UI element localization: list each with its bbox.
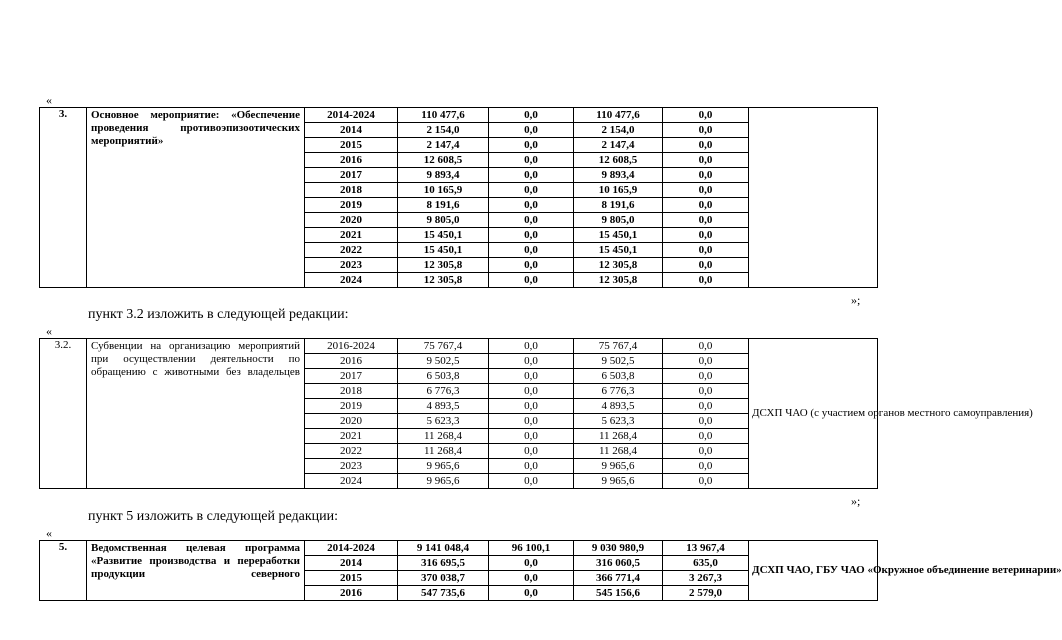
opening-quote: « xyxy=(46,93,52,107)
period-cell: 2022 xyxy=(305,243,398,258)
district-budget-cell: 9 965,6 xyxy=(574,474,663,489)
section-3-body xyxy=(40,108,878,288)
district-budget-cell: 15 450,1 xyxy=(574,243,663,258)
total-cell: 9 965,6 xyxy=(398,474,489,489)
district-budget-cell: 110 477,6 xyxy=(574,108,663,123)
federal-budget-cell: 0,0 xyxy=(489,183,574,198)
federal-budget-cell: 0,0 xyxy=(489,459,574,474)
federal-budget-cell: 0,0 xyxy=(489,213,574,228)
other-sources-cell: 0,0 xyxy=(663,168,749,183)
other-sources-cell: 0,0 xyxy=(663,138,749,153)
federal-budget-cell: 0,0 xyxy=(489,571,574,586)
total-cell: 6 503,8 xyxy=(398,369,489,384)
total-cell: 10 165,9 xyxy=(398,183,489,198)
district-budget-cell: 11 268,4 xyxy=(574,429,663,444)
district-budget-cell: 9 502,5 xyxy=(574,354,663,369)
instruction-3-2: пункт 3.2 изложить в следующей редакции: xyxy=(88,307,349,322)
total-cell: 370 038,7 xyxy=(398,571,489,586)
responsible-executor xyxy=(749,108,878,288)
federal-budget-cell: 0,0 xyxy=(489,243,574,258)
section-3-2-body xyxy=(40,339,1033,489)
total-cell: 12 305,8 xyxy=(398,258,489,273)
other-sources-cell: 0,0 xyxy=(663,183,749,198)
item-number: 5. xyxy=(40,541,87,601)
period-cell: 2017 xyxy=(305,369,398,384)
federal-budget-cell: 0,0 xyxy=(489,474,574,489)
period-cell: 2014-2024 xyxy=(305,108,398,123)
district-budget-cell: 15 450,1 xyxy=(574,228,663,243)
other-sources-cell: 0,0 xyxy=(663,384,749,399)
other-sources-cell: 0,0 xyxy=(663,339,749,354)
period-cell: 2024 xyxy=(305,273,398,288)
other-sources-cell: 0,0 xyxy=(663,108,749,123)
total-cell: 8 191,6 xyxy=(398,198,489,213)
total-cell: 316 695,5 xyxy=(398,556,489,571)
other-sources-cell: 2 579,0 xyxy=(663,586,749,601)
total-cell: 6 776,3 xyxy=(398,384,489,399)
item-description: Субвенции на организацию мероприятий при осуществлении деятельности по обращению с животными без владельцев xyxy=(87,339,305,489)
total-cell: 5 623,3 xyxy=(398,414,489,429)
period-cell: 2023 xyxy=(305,258,398,273)
section-3-2-table xyxy=(39,338,1033,489)
period-cell: 2014 xyxy=(305,123,398,138)
instruction-5: пункт 5 изложить в следующей редакции: xyxy=(88,509,338,524)
total-cell: 547 735,6 xyxy=(398,586,489,601)
item-number: 3.2. xyxy=(40,339,87,489)
period-cell: 2016 xyxy=(305,586,398,601)
federal-budget-cell: 0,0 xyxy=(489,228,574,243)
closing-quote: »; xyxy=(851,494,861,508)
district-budget-cell: 12 305,8 xyxy=(574,258,663,273)
item-number: 3. xyxy=(40,108,87,288)
other-sources-cell: 635,0 xyxy=(663,556,749,571)
total-cell: 9 805,0 xyxy=(398,213,489,228)
federal-budget-cell: 0,0 xyxy=(489,273,574,288)
section-5-table xyxy=(39,540,1062,601)
district-budget-cell: 2 147,4 xyxy=(574,138,663,153)
total-cell: 9 893,4 xyxy=(398,168,489,183)
item-description: Основное мероприятие: «Обеспечение проведения противоэпизоотических мероприятий» xyxy=(87,108,305,288)
period-cell: 2021 xyxy=(305,228,398,243)
other-sources-cell: 0,0 xyxy=(663,429,749,444)
federal-budget-cell: 0,0 xyxy=(489,153,574,168)
other-sources-cell: 0,0 xyxy=(663,474,749,489)
total-cell: 9 502,5 xyxy=(398,354,489,369)
total-cell: 12 305,8 xyxy=(398,273,489,288)
federal-budget-cell: 0,0 xyxy=(489,414,574,429)
period-cell: 2019 xyxy=(305,198,398,213)
total-cell: 2 147,4 xyxy=(398,138,489,153)
federal-budget-cell: 0,0 xyxy=(489,586,574,601)
district-budget-cell: 6 776,3 xyxy=(574,384,663,399)
federal-budget-cell: 0,0 xyxy=(489,384,574,399)
district-budget-cell: 545 156,6 xyxy=(574,586,663,601)
federal-budget-cell: 0,0 xyxy=(489,399,574,414)
other-sources-cell: 0,0 xyxy=(663,399,749,414)
other-sources-cell: 0,0 xyxy=(663,258,749,273)
other-sources-cell: 0,0 xyxy=(663,228,749,243)
item-description: Ведомственная целевая программа «Развитие производства и переработки продукции северного xyxy=(87,541,305,601)
district-budget-cell: 5 623,3 xyxy=(574,414,663,429)
total-cell: 110 477,6 xyxy=(398,108,489,123)
responsible-executor: ДСХП ЧАО (с участием органов местного самоуправления) xyxy=(749,339,878,489)
period-cell: 2018 xyxy=(305,183,398,198)
other-sources-cell: 0,0 xyxy=(663,213,749,228)
federal-budget-cell: 0,0 xyxy=(489,339,574,354)
district-budget-cell: 9 030 980,9 xyxy=(574,541,663,556)
district-budget-cell: 75 767,4 xyxy=(574,339,663,354)
federal-budget-cell: 0,0 xyxy=(489,556,574,571)
period-cell: 2019 xyxy=(305,399,398,414)
period-cell: 2020 xyxy=(305,213,398,228)
period-cell: 2023 xyxy=(305,459,398,474)
district-budget-cell: 4 893,5 xyxy=(574,399,663,414)
period-cell: 2024 xyxy=(305,474,398,489)
total-cell: 15 450,1 xyxy=(398,228,489,243)
district-budget-cell: 2 154,0 xyxy=(574,123,663,138)
total-cell: 12 608,5 xyxy=(398,153,489,168)
district-budget-cell: 9 893,4 xyxy=(574,168,663,183)
period-cell: 2017 xyxy=(305,168,398,183)
federal-budget-cell: 0,0 xyxy=(489,429,574,444)
district-budget-cell: 9 805,0 xyxy=(574,213,663,228)
other-sources-cell: 0,0 xyxy=(663,369,749,384)
period-cell: 2016 xyxy=(305,354,398,369)
total-cell: 2 154,0 xyxy=(398,123,489,138)
other-sources-cell: 0,0 xyxy=(663,243,749,258)
total-cell: 75 767,4 xyxy=(398,339,489,354)
district-budget-cell: 6 503,8 xyxy=(574,369,663,384)
period-cell: 2016-2024 xyxy=(305,339,398,354)
opening-quote: « xyxy=(46,526,52,540)
total-cell: 9 965,6 xyxy=(398,459,489,474)
period-cell: 2014-2024 xyxy=(305,541,398,556)
district-budget-cell: 316 060,5 xyxy=(574,556,663,571)
federal-budget-cell: 0,0 xyxy=(489,108,574,123)
total-cell: 9 141 048,4 xyxy=(398,541,489,556)
table-row xyxy=(40,108,878,123)
district-budget-cell: 9 965,6 xyxy=(574,459,663,474)
period-cell: 2021 xyxy=(305,429,398,444)
other-sources-cell: 0,0 xyxy=(663,459,749,474)
federal-budget-cell: 0,0 xyxy=(489,198,574,213)
other-sources-cell: 0,0 xyxy=(663,153,749,168)
federal-budget-cell: 0,0 xyxy=(489,258,574,273)
district-budget-cell: 8 191,6 xyxy=(574,198,663,213)
federal-budget-cell: 0,0 xyxy=(489,444,574,459)
responsible-executor: ДСХП ЧАО, ГБУ ЧАО «Окружное объединение ветеринарии» xyxy=(749,541,878,601)
period-cell: 2018 xyxy=(305,384,398,399)
other-sources-cell: 0,0 xyxy=(663,354,749,369)
district-budget-cell: 12 305,8 xyxy=(574,273,663,288)
other-sources-cell: 13 967,4 xyxy=(663,541,749,556)
period-cell: 2022 xyxy=(305,444,398,459)
federal-budget-cell: 0,0 xyxy=(489,138,574,153)
district-budget-cell: 11 268,4 xyxy=(574,444,663,459)
federal-budget-cell: 0,0 xyxy=(489,168,574,183)
table-row xyxy=(40,339,878,354)
other-sources-cell: 0,0 xyxy=(663,444,749,459)
other-sources-cell: 0,0 xyxy=(663,414,749,429)
other-sources-cell: 0,0 xyxy=(663,198,749,213)
federal-budget-cell: 96 100,1 xyxy=(489,541,574,556)
section-3-table xyxy=(39,107,878,288)
federal-budget-cell: 0,0 xyxy=(489,354,574,369)
total-cell: 11 268,4 xyxy=(398,444,489,459)
closing-quote: »; xyxy=(851,293,861,307)
district-budget-cell: 366 771,4 xyxy=(574,571,663,586)
period-cell: 2015 xyxy=(305,571,398,586)
total-cell: 11 268,4 xyxy=(398,429,489,444)
other-sources-cell: 0,0 xyxy=(663,123,749,138)
other-sources-cell: 3 267,3 xyxy=(663,571,749,586)
opening-quote: « xyxy=(46,324,52,338)
table-row xyxy=(40,541,878,556)
other-sources-cell: 0,0 xyxy=(663,273,749,288)
period-cell: 2016 xyxy=(305,153,398,168)
federal-budget-cell: 0,0 xyxy=(489,369,574,384)
federal-budget-cell: 0,0 xyxy=(489,123,574,138)
total-cell: 4 893,5 xyxy=(398,399,489,414)
district-budget-cell: 12 608,5 xyxy=(574,153,663,168)
total-cell: 15 450,1 xyxy=(398,243,489,258)
period-cell: 2014 xyxy=(305,556,398,571)
period-cell: 2020 xyxy=(305,414,398,429)
period-cell: 2015 xyxy=(305,138,398,153)
section-5-body xyxy=(40,541,1062,601)
district-budget-cell: 10 165,9 xyxy=(574,183,663,198)
